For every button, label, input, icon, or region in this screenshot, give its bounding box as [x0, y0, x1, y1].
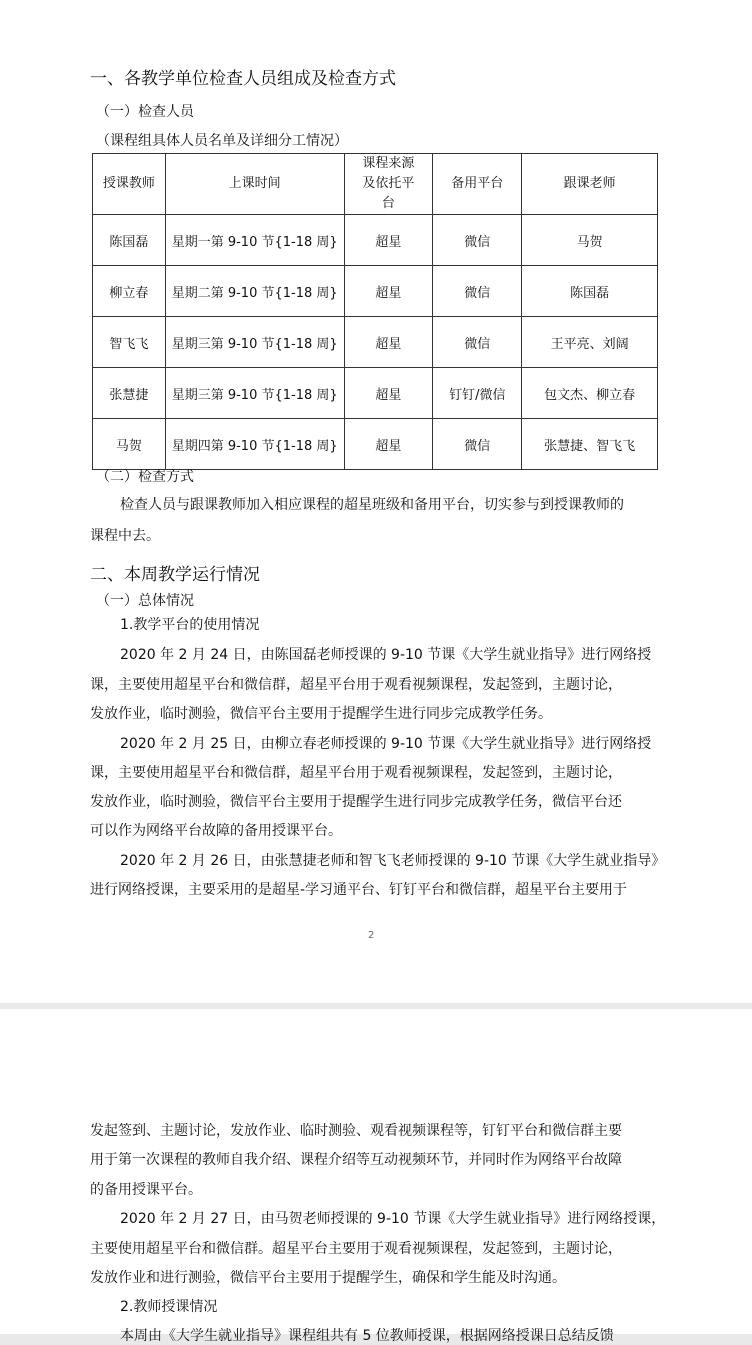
paragraph-line: 用于第一次课程的教师自我介绍、课程介绍等互动视频环节，并同时作为网络平台故障	[90, 1152, 622, 1168]
header-backup: 备用平台	[433, 154, 522, 215]
table-header-row	[93, 154, 658, 215]
paragraph-line: 2020 年 2 月 26 日，由张慧捷老师和智飞飞老师授课的 9-10 节课《大学生就业指导》	[120, 853, 666, 869]
cell-backup: 微信	[433, 419, 522, 470]
cell-time: 星期四第 9-10 节{1-18 周}	[165, 419, 344, 470]
header-platform: 课程来源及依托平台	[344, 154, 433, 215]
item-2-title: 2.教师授课情况	[120, 1299, 218, 1315]
cell-teacher: 张慧捷	[93, 368, 166, 419]
paragraph-line: 2020 年 2 月 27 日，由马贺老师授课的 9-10 节课《大学生就业指导》进行网络授课，	[120, 1211, 666, 1227]
cell-follow: 王平亮、刘阔	[522, 317, 658, 368]
cell-teacher: 陈国磊	[93, 215, 166, 266]
cell-backup: 微信	[433, 317, 522, 368]
cell-follow: 陈国磊	[522, 266, 658, 317]
cell-backup: 钉钉/微信	[433, 368, 522, 419]
item-1-title: 1.教学平台的使用情况	[120, 617, 260, 633]
document-page-2	[0, 1009, 752, 1344]
paragraph-line: 2020 年 2 月 24 日，由陈国磊老师授课的 9-10 节课《大学生就业指导》进行网络授	[120, 647, 652, 663]
subsection-overall-title: （一）总体情况	[96, 593, 194, 609]
cell-time: 星期二第 9-10 节{1-18 周}	[165, 266, 344, 317]
table-row	[93, 215, 658, 266]
table-caption: （课程组具体人员名单及详细分工情况）	[96, 133, 348, 149]
cell-teacher: 马贺	[93, 419, 166, 470]
cell-teacher: 智飞飞	[93, 317, 166, 368]
section-1-title: 一、各教学单位检查人员组成及检查方式	[90, 69, 396, 89]
header-teacher: 授课教师	[93, 154, 166, 215]
subsection-method-title: （二）检查方式	[96, 469, 194, 485]
cell-time: 星期一第 9-10 节{1-18 周}	[165, 215, 344, 266]
paragraph-line: 发起签到、主题讨论，发放作业、临时测验、观看视频课程等，钉钉平台和微信群主要	[90, 1123, 622, 1139]
cell-backup: 微信	[433, 266, 522, 317]
cell-follow: 马贺	[522, 215, 658, 266]
paragraph-line: 发放作业，临时测验，微信平台主要用于提醒学生进行同步完成教学任务，微信平台还	[90, 794, 622, 810]
cell-platform: 超星	[344, 419, 433, 470]
cell-platform: 超星	[344, 215, 433, 266]
table-row	[93, 419, 658, 470]
paragraph-line: 本周由《大学生就业指导》课程组共有 5 位教师授课，根据网络授课日总结反馈	[120, 1328, 614, 1344]
cell-platform: 超星	[344, 317, 433, 368]
cell-time: 星期三第 9-10 节{1-18 周}	[165, 317, 344, 368]
paragraph-line: 发放作业和进行测验，微信平台主要用于提醒学生，确保和学生能及时沟通。	[90, 1270, 566, 1286]
page-number: 2	[368, 930, 375, 941]
inspection-table	[92, 153, 658, 470]
subsection-inspectors-title: （一）检查人员	[96, 104, 194, 120]
paragraph-line: 的备用授课平台。	[90, 1182, 202, 1198]
section-2-title: 二、本周教学运行情况	[90, 565, 260, 585]
cell-platform: 超星	[344, 266, 433, 317]
paragraph-line: 2020 年 2 月 25 日，由柳立春老师授课的 9-10 节课《大学生就业指导》进行网络授	[120, 736, 652, 752]
paragraph-line: 课，主要使用超星平台和微信群，超星平台用于观看视频课程，发起签到，主题讨论，	[90, 765, 622, 781]
paragraph-line: 检查人员与跟课教师加入相应课程的超星班级和备用平台，切实参与到授课教师的	[120, 497, 624, 513]
cell-follow: 张慧捷、智飞飞	[522, 419, 658, 470]
paragraph-line: 进行网络授课，主要采用的是超星-学习通平台、钉钉平台和微信群，超星平台主要用于	[90, 882, 628, 898]
cell-follow: 包文杰、柳立春	[522, 368, 658, 419]
cell-teacher: 柳立春	[93, 266, 166, 317]
table-row	[93, 266, 658, 317]
header-time: 上课时间	[165, 154, 344, 215]
paragraph-line: 课程中去。	[90, 528, 160, 544]
cell-platform: 超星	[344, 368, 433, 419]
cell-time: 星期三第 9-10 节{1-18 周}	[165, 368, 344, 419]
table-row	[93, 368, 658, 419]
header-follow: 跟课老师	[522, 154, 658, 215]
paragraph-line: 课，主要使用超星平台和微信群，超星平台用于观看视频课程，发起签到，主题讨论，	[90, 677, 622, 693]
paragraph-line: 主要使用超星平台和微信群。超星平台主要用于观看视频课程，发起签到，主题讨论，	[90, 1241, 622, 1257]
paragraph-line: 发放作业，临时测验，微信平台主要用于提醒学生进行同步完成教学任务。	[90, 706, 552, 722]
cell-backup: 微信	[433, 215, 522, 266]
paragraph-line: 可以作为网络平台故障的备用授课平台。	[90, 823, 342, 839]
table-row	[93, 317, 658, 368]
